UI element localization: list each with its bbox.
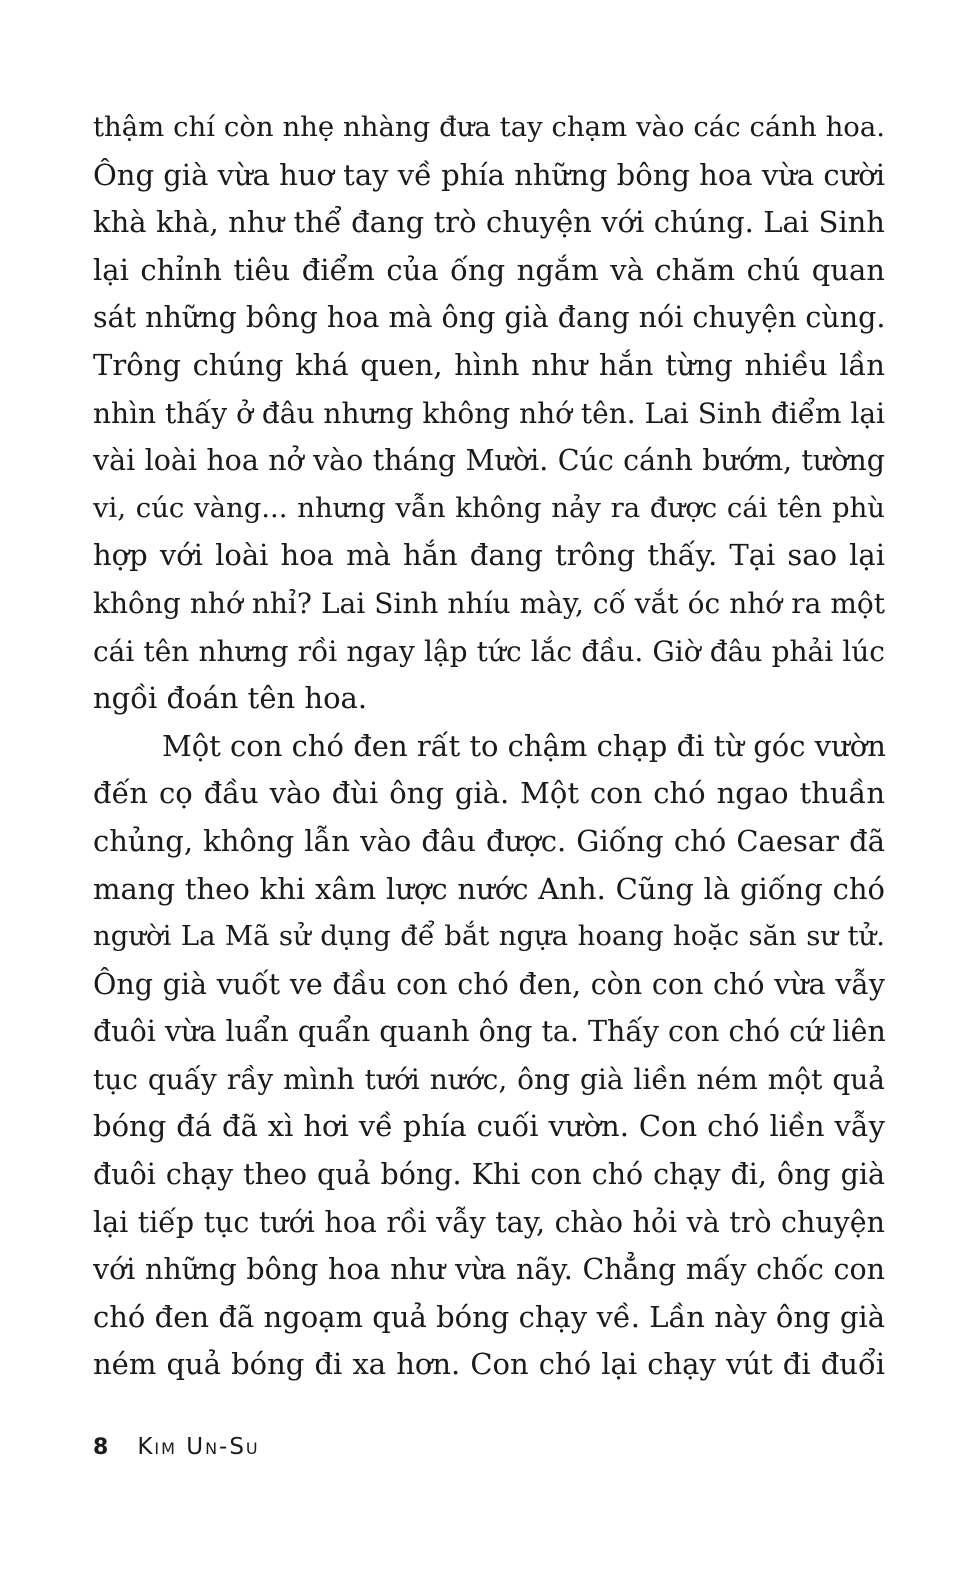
page-footer bbox=[93, 1432, 260, 1462]
text-line: vài loài hoa nở vào tháng Mười. Cúc cánh bướm, tường bbox=[93, 444, 885, 478]
text-line: khà khà, như thể đang trò chuyện với chúng. Lai Sinh bbox=[93, 205, 885, 240]
text-line: hợp với loài hoa mà hắn đang trông thấy. Tại sao lại bbox=[93, 538, 885, 573]
text-line: không nhớ nhỉ? Lai Sinh nhíu mày, cố vắt óc nhớ ra một bbox=[93, 586, 885, 620]
paragraph bbox=[93, 104, 885, 723]
text-line: lại chỉnh tiêu điểm của ống ngắm và chăm chú quan bbox=[93, 252, 885, 287]
text-line: người La Mã sử dụng để bắt ngựa hoang hoặc săn sư tử. bbox=[93, 920, 885, 953]
text-line: Trông chúng khá quen, hình như hắn từng nhiều lần bbox=[93, 347, 885, 382]
text-line: ném quả bóng đi xa hơn. Con chó lại chạy vút đi đuổi bbox=[93, 1347, 885, 1382]
text-line: lại tiếp tục tưới hoa rồi vẫy tay, chào hỏi và trò chuyện bbox=[93, 1205, 885, 1239]
text-line: sát những bông hoa mà ông già đang nói chuyện cùng. bbox=[93, 301, 886, 335]
text-line: tục quấy rầy mình tưới nước, ông già liền ném một quả bbox=[93, 1062, 885, 1096]
page-number: 8 bbox=[93, 1435, 109, 1460]
text-line: chó đen đã ngoạm quả bóng chạy về. Lần này ông già bbox=[93, 1299, 885, 1334]
text-line: cái tên nhưng rồi ngay lập tức lắc đầu. Giờ đâu phải lúc bbox=[93, 634, 885, 668]
text-line: bóng đá đã xì hơi về phía cuối vườn. Con chó liền vẫy bbox=[93, 1109, 885, 1144]
text-line: nhìn thấy ở đâu nhưng không nhớ tên. Lai Sinh điểm lại bbox=[93, 396, 885, 430]
text-line: với những bông hoa như vừa nãy. Chẳng mấy chốc con bbox=[93, 1253, 885, 1287]
body-text bbox=[93, 104, 885, 1389]
text-line: Một con chó đen rất to chậm chạp đi từ góc vườn bbox=[162, 728, 886, 763]
text-line: đuôi vừa luẩn quẩn quanh ông ta. Thấy con chó cứ liên bbox=[93, 1015, 886, 1049]
text-line: vi, cúc vàng... nhưng vẫn không nảy ra được cái tên phù bbox=[93, 491, 885, 524]
text-line: Ông già vừa huơ tay về phía những bông hoa vừa cười bbox=[93, 157, 886, 192]
text-line: mang theo khi xâm lược nước Anh. Cũng là giống chó bbox=[93, 871, 885, 906]
text-line: Ông già vuốt ve đầu con chó đen, còn con chó vừa vẫy bbox=[93, 967, 885, 1001]
running-header-author: Kim Un-Su bbox=[137, 1434, 260, 1460]
text-line: ngồi đoán tên hoa. bbox=[93, 681, 368, 716]
text-line: đuôi chạy theo quả bóng. Khi con chó chạy đi, ông già bbox=[93, 1158, 885, 1192]
text-line: đến cọ đầu vào đùi ông già. Một con chó ngao thuần bbox=[93, 776, 885, 811]
text-line: chủng, không lẫn vào đâu được. Giống chó Caesar đã bbox=[93, 823, 885, 858]
text-line: thậm chí còn nhẹ nhàng đưa tay chạm vào các cánh hoa. bbox=[93, 111, 885, 143]
paragraph bbox=[93, 723, 885, 1389]
